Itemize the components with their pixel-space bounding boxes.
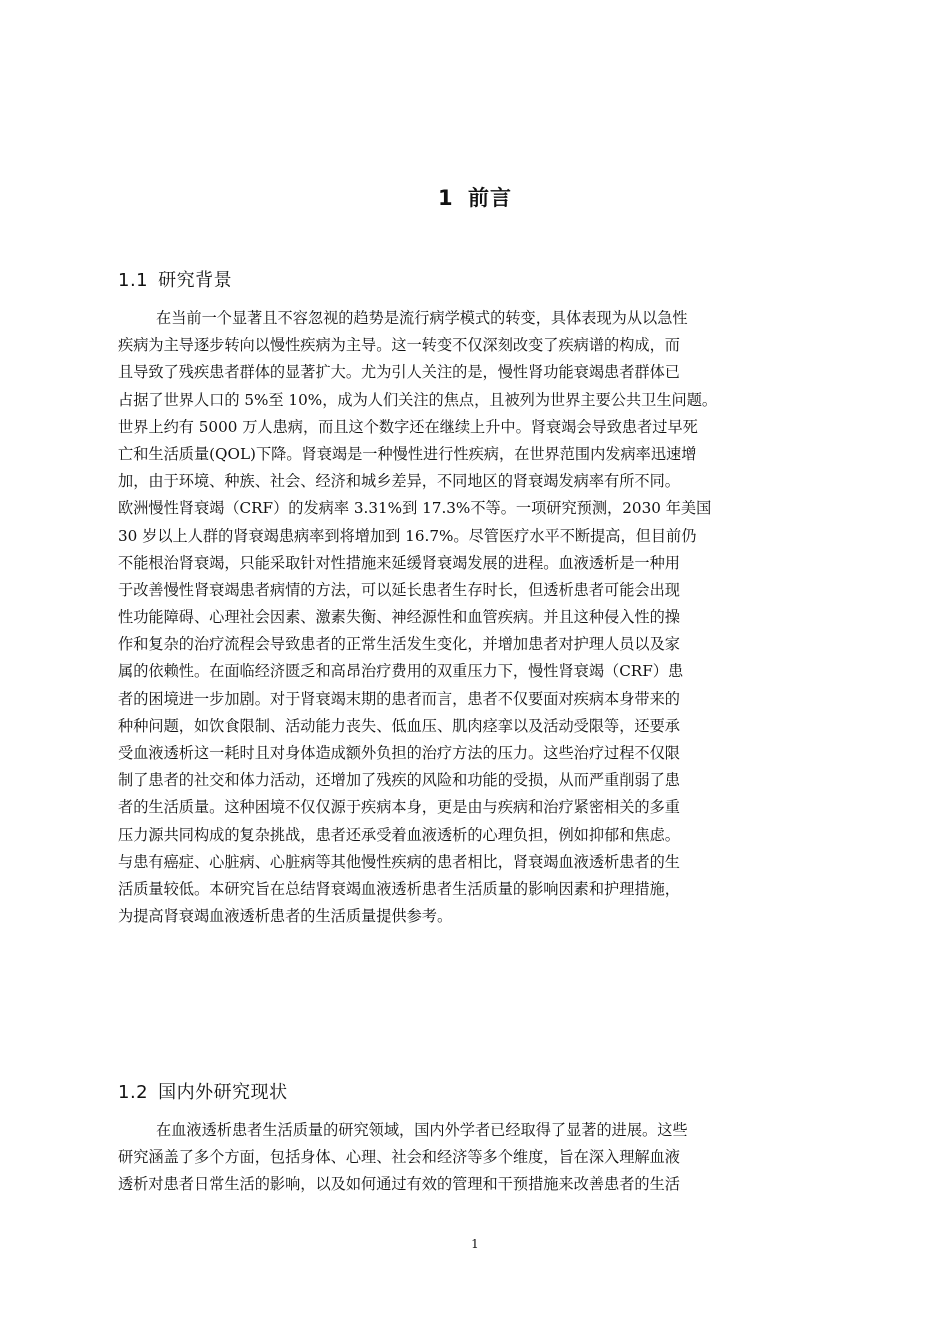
paragraph-line: 占据了世界人口的 5%至 10%，成为人们关注的焦点，且被列为世界主要公共卫生问题。	[118, 390, 718, 409]
paragraph-line: 世界上约有 5000 万人患病，而且这个数字还在继续上升中。肾衰竭会导致患者过早死	[118, 417, 698, 436]
paragraph-line: 30 岁以上人群的肾衰竭患病率到将增加到 16.7%。尽管医疗水平不断提高，但目前仍	[118, 526, 697, 545]
section-heading-research-background	[118, 266, 232, 292]
section-title: 研究背景	[158, 270, 233, 291]
paragraph-line: 为提高肾衰竭血液透析患者的生活质量提供参考。	[118, 907, 453, 926]
section-number: 1.2	[118, 1082, 149, 1103]
paragraph-line: 加，由于环境、种族、社会、经济和城乡差异，不同地区的肾衰竭发病率有所不同。	[118, 472, 680, 491]
page-number: 1	[471, 1237, 479, 1251]
paragraph-line: 性功能障碍、心理社会因素、激素失衡、神经源性和血管疾病。并且这种侵入性的操	[118, 608, 680, 627]
paragraph-line: 制了患者的社交和体力活动，还增加了残疾的风险和功能的受损，从而严重削弱了患	[118, 771, 680, 790]
paragraph-line: 压力源共同构成的复杂挑战，患者还承受着血液透析的心理负担，例如抑郁和焦虑。	[118, 825, 680, 844]
paragraph-line: 不能根治肾衰竭，只能采取针对性措施来延缓肾衰竭发展的进程。血液透析是一种用	[118, 553, 680, 572]
paragraph-line: 作和复杂的治疗流程会导致患者的正常生活发生变化，并增加患者对护理人员以及家	[118, 635, 680, 654]
paragraph-line: 种种问题，如饮食限制、活动能力丧失、低血压、肌肉痉挛以及活动受限等，还要承	[118, 716, 680, 735]
paragraph-line: 与患有癌症、心脏病、心脏病等其他慢性疾病的患者相比，肾衰竭血液透析患者的生	[118, 852, 680, 871]
paragraph-line: 活质量较低。本研究旨在总结肾衰竭血液透析患者生活质量的影响因素和护理措施，	[118, 879, 680, 898]
section-title: 国内外研究现状	[158, 1082, 288, 1103]
paragraph-line: 在当前一个显著且不容忽视的趋势是流行病学模式的转变，具体表现为从以急性	[156, 309, 688, 327]
paragraph-line: 受血液透析这一耗时且对身体造成额外负担的治疗方法的压力。这些治疗过程不仅限	[118, 744, 680, 762]
paragraph-line: 欧洲慢性肾衰竭（CRF）的发病率 3.31%到 17.3%不等。一项研究预测，2030 年美国	[118, 499, 712, 518]
paragraph-line: 亡和生活质量(QOL)下降。肾衰竭是一种慢性进行性疾病，在世界范围内发病率迅速增	[118, 444, 697, 463]
paragraph-line: 研究涵盖了多个方面，包括身体、心理、社会和经济等多个维度，旨在深入理解血液	[118, 1148, 680, 1167]
paragraph-line: 于改善慢性肾衰竭患者病情的方法，可以延长患者生存时长，但透析患者可能会出现	[118, 580, 680, 599]
section-heading-research-status	[118, 1078, 288, 1104]
paragraph-line: 者的困境进一步加剧。对于肾衰竭末期的患者而言，患者不仅要面对疾病本身带来的	[118, 689, 680, 708]
paragraph-research-status	[118, 1117, 848, 1199]
paragraph-line: 属的依赖性。在面临经济匮乏和高昂治疗费用的双重压力下，慢性肾衰竭（CRF）患	[118, 662, 684, 681]
chapter-title: 1 前言	[438, 186, 512, 210]
paragraph-line: 透析对患者日常生活的影响，以及如何通过有效的管理和干预措施来改善患者的生活	[118, 1175, 680, 1194]
paragraph-research-background	[118, 305, 848, 930]
paragraph-line: 者的生活质量。这种困境不仅仅源于疾病本身，更是由与疾病和治疗紧密相关的多重	[118, 798, 680, 817]
paragraph-line: 且导致了残疾患者群体的显著扩大。尤为引人关注的是，慢性肾功能衰竭患者群体已	[118, 363, 680, 382]
section-number: 1.1	[118, 270, 149, 291]
paragraph-line: 在血液透析患者生活质量的研究领域，国内外学者已经取得了显著的进展。这些	[156, 1121, 688, 1139]
paragraph-line: 疾病为主导逐步转向以慢性疾病为主导。这一转变不仅深刻改变了疾病谱的构成，而	[118, 336, 680, 355]
